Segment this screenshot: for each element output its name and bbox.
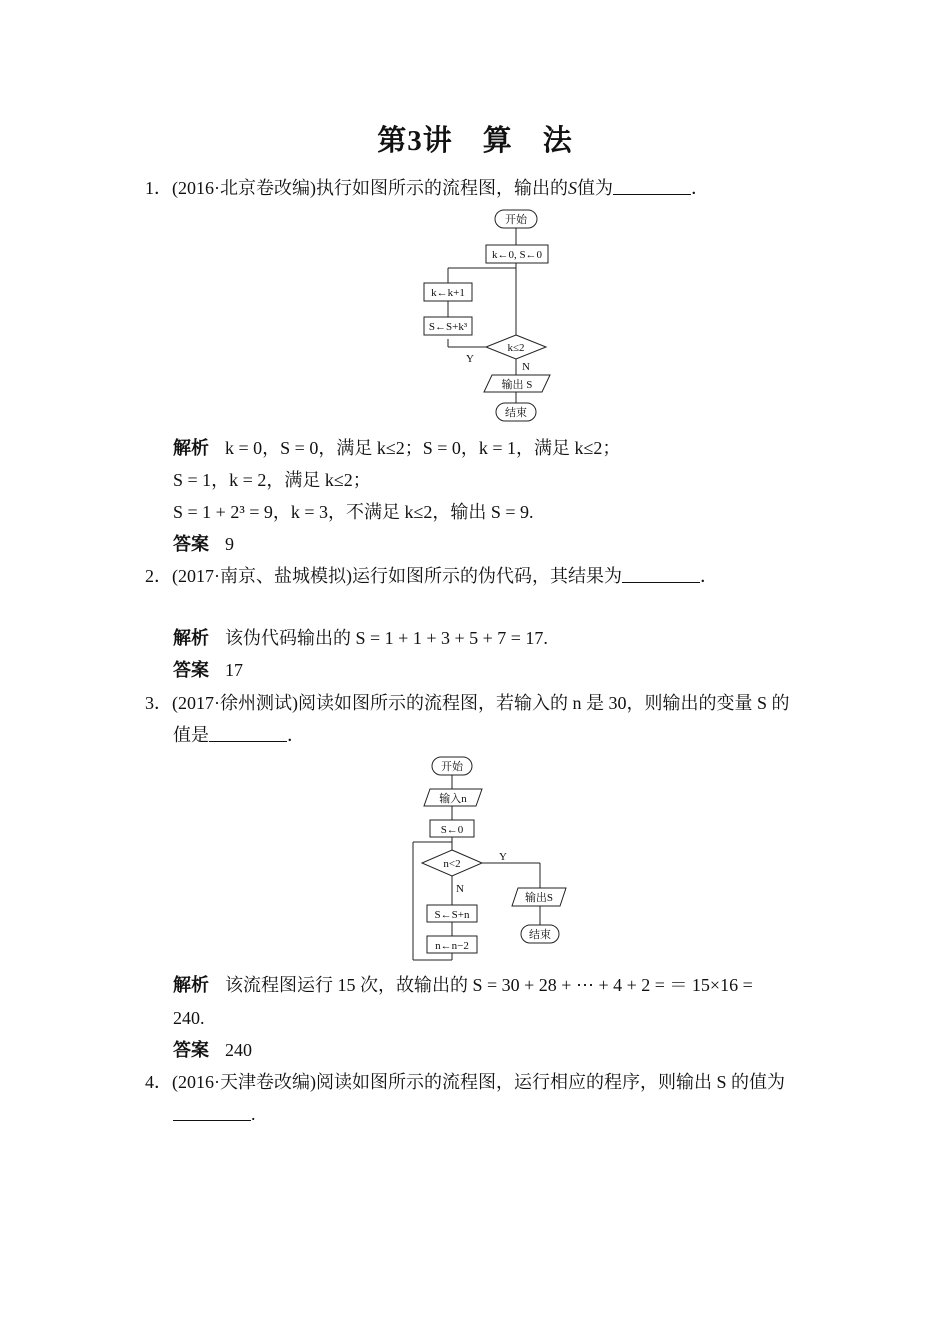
q3-no-label: N <box>456 883 464 895</box>
q1-init-label: k←0, S←0 <box>491 249 543 261</box>
q1-analysis-3: S = 1 + 2³ = 9，k = 3，不满足 k≤2，输出 S = 9. <box>173 502 534 522</box>
q1-k-update-label: k←k+1 <box>431 287 465 299</box>
q3-analysis-2: 240. <box>173 1008 205 1028</box>
q3-end-label: 结束 <box>529 929 551 941</box>
q3-stem-2: 值是 ． <box>173 725 305 745</box>
answer-blank <box>613 177 691 195</box>
q2-answer: 答案 17 <box>173 660 243 680</box>
q1-no-label: N <box>522 361 530 373</box>
q1-stem: 1．(2016·北京卷改编)执行如图所示的流程图，输出的S值为 ． <box>145 178 709 198</box>
q1-analysis-1: 解析 k = 0，S = 0，满足 k≤2；S = 0，k = 1，满足 k≤2； <box>173 438 621 458</box>
q3-stem: 3．(2017·徐州测试)阅读如图所示的流程图，若输入的 n 是 30，则输出的变量 S 的 <box>145 693 790 713</box>
q1-analysis-2: S = 1，k = 2，满足 k≤2； <box>173 470 371 490</box>
q3-init-label: S←0 <box>440 824 464 836</box>
q1-end-label: 结束 <box>505 407 527 419</box>
answer-blank <box>173 1103 251 1121</box>
q4-stem: 4．(2016·天津卷改编)阅读如图所示的流程图，运行相应的程序，则输出 S 的值为 <box>145 1072 785 1092</box>
q3-start-label: 开始 <box>441 761 463 773</box>
answer-blank <box>622 565 700 583</box>
q4-stem-2: . <box>173 1102 256 1126</box>
answer-blank <box>209 724 287 742</box>
q3-yes-label: Y <box>499 851 507 863</box>
q2-analysis: 解析 该伪代码输出的 S = 1 + 1 + 3 + 5 + 7 = 17. <box>173 628 548 648</box>
q1-answer: 答案 9 <box>173 534 234 554</box>
q3-n-update-label: n←n−2 <box>435 940 469 952</box>
q3-analysis: 解析 该流程图运行 15 次，故输出的 S = 30 + 28 + ⋯ + 4 + 2 = ＝ 15×16 = <box>173 975 753 995</box>
q3-output-label: 输出S <box>524 892 554 904</box>
q1-output-label: 输出 S <box>501 379 533 391</box>
q3-flowchart <box>400 752 590 964</box>
q1-s-update-label: S←S+k³ <box>428 321 468 333</box>
page-title: 第3讲 算 法 <box>377 125 573 157</box>
q1-flowchart <box>400 205 570 427</box>
q1-start-label: 开始 <box>505 214 527 226</box>
q3-answer: 答案 240 <box>173 1040 252 1060</box>
q1-condition-label: k≤2 <box>507 342 525 354</box>
q1-yes-label: Y <box>466 353 474 365</box>
q3-s-update-label: S←S+n <box>434 909 470 921</box>
q3-input-label: 输入n <box>439 793 467 805</box>
q3-condition-label: n<2 <box>443 858 461 870</box>
q2-stem: 2．(2017·南京、盐城模拟)运行如图所示的伪代码，其结果为 ． <box>145 566 718 586</box>
